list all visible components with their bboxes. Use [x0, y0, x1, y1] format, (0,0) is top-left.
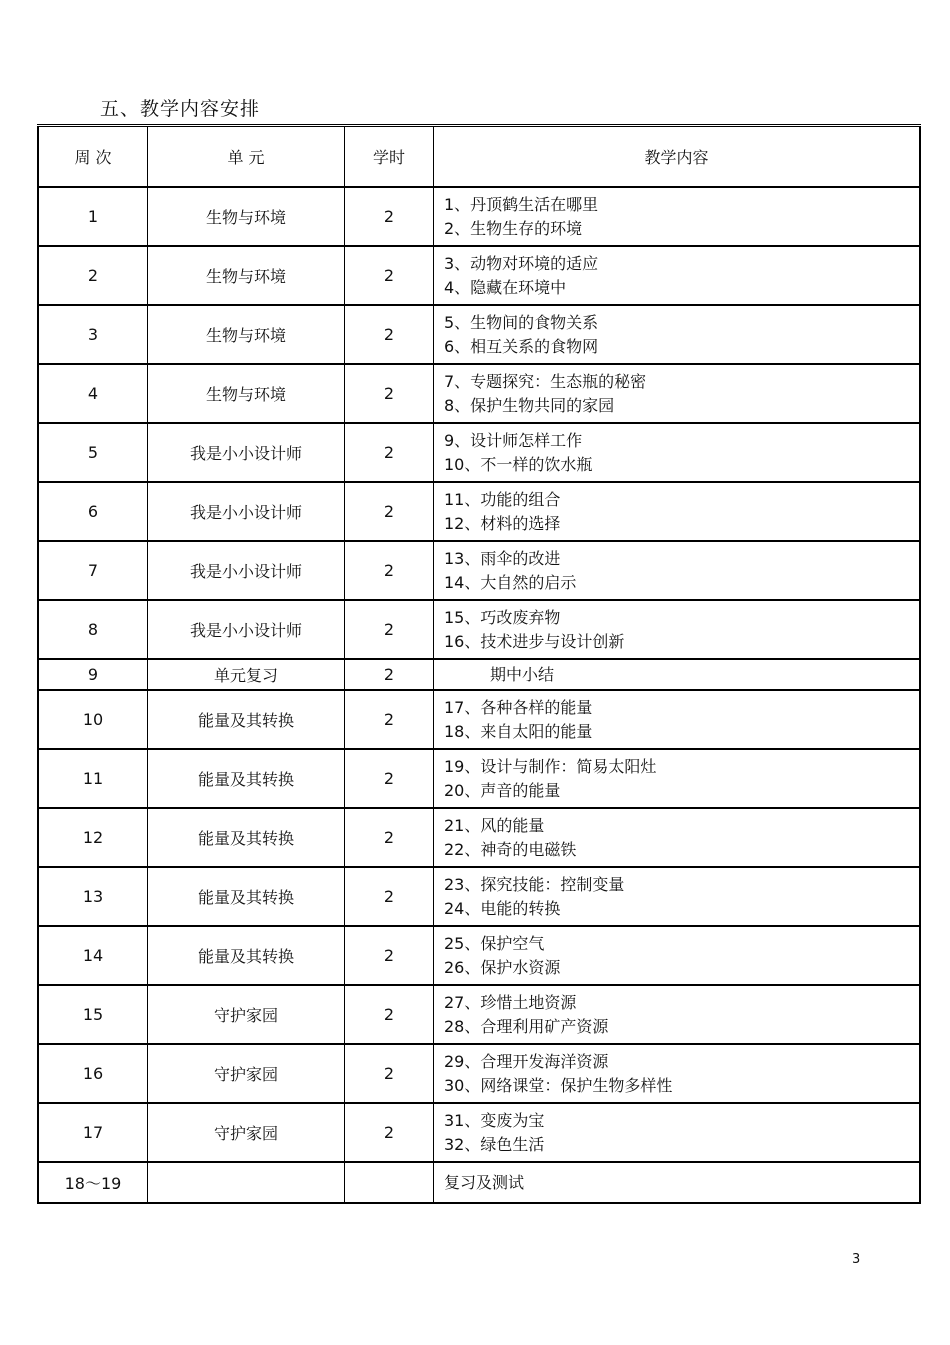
table-header-row	[38, 126, 920, 188]
week-cell: 3	[38, 305, 148, 364]
table-row	[38, 1044, 920, 1103]
content-line: 24、电能的转换	[444, 898, 561, 918]
header-hours: 学时	[345, 126, 434, 188]
week-cell: 1	[38, 187, 148, 246]
content-cell	[434, 659, 921, 690]
week-cell: 15	[38, 985, 148, 1044]
unit-cell: 能量及其转换	[148, 808, 345, 867]
table-row	[38, 482, 920, 541]
content-line: 21、风的能量	[444, 815, 545, 835]
table-row	[38, 867, 920, 926]
unit-cell: 能量及其转换	[148, 690, 345, 749]
hours-cell: 2	[345, 808, 434, 867]
page-number: 3	[852, 1252, 861, 1267]
table-row	[38, 1162, 920, 1203]
week-cell: 14	[38, 926, 148, 985]
content-line: 19、设计与制作：简易太阳灶	[444, 756, 657, 776]
content-line: 17、各种各样的能量	[444, 697, 593, 717]
hours-cell: 2	[345, 187, 434, 246]
hours-cell: 2	[345, 305, 434, 364]
content-cell	[434, 187, 921, 246]
content-line: 31、变废为宝	[444, 1110, 545, 1130]
content-cell	[434, 690, 921, 749]
table-row	[38, 808, 920, 867]
unit-cell: 我是小小设计师	[148, 482, 345, 541]
content-cell	[434, 600, 921, 659]
table-row	[38, 364, 920, 423]
content-line: 28、合理利用矿产资源	[444, 1016, 609, 1036]
content-cell	[434, 926, 921, 985]
table-row	[38, 749, 920, 808]
table-row	[38, 690, 920, 749]
content-line: 16、技术进步与设计创新	[444, 631, 625, 651]
content-cell	[434, 749, 921, 808]
content-cell	[434, 364, 921, 423]
content-line: 期中小结	[490, 664, 555, 684]
unit-cell: 我是小小设计师	[148, 541, 345, 600]
unit-cell: 我是小小设计师	[148, 423, 345, 482]
content-line: 32、绿色生活	[444, 1134, 545, 1154]
table-body	[38, 187, 920, 1203]
content-line: 12、材料的选择	[444, 513, 561, 533]
header-week: 周 次	[38, 126, 148, 188]
content-cell	[434, 867, 921, 926]
unit-cell: 生物与环境	[148, 246, 345, 305]
content-cell	[434, 482, 921, 541]
table-row	[38, 246, 920, 305]
hours-cell: 2	[345, 541, 434, 600]
content-cell	[434, 1044, 921, 1103]
week-cell: 7	[38, 541, 148, 600]
table-row	[38, 600, 920, 659]
week-cell: 5	[38, 423, 148, 482]
unit-cell: 能量及其转换	[148, 749, 345, 808]
hours-cell: 2	[345, 690, 434, 749]
table-row	[38, 1103, 920, 1162]
week-cell: 8	[38, 600, 148, 659]
hours-cell: 2	[345, 659, 434, 690]
hours-cell: 2	[345, 423, 434, 482]
hours-cell: 2	[345, 1103, 434, 1162]
week-cell: 4	[38, 364, 148, 423]
content-line: 14、大自然的启示	[444, 572, 577, 592]
content-line: 9、设计师怎样工作	[444, 430, 583, 450]
unit-cell: 我是小小设计师	[148, 600, 345, 659]
table-row	[38, 541, 920, 600]
unit-cell: 单元复习	[148, 659, 345, 690]
content-line: 8、保护生物共同的家园	[444, 395, 615, 415]
content-cell	[434, 541, 921, 600]
week-cell: 18～19	[38, 1162, 148, 1203]
content-line: 26、保护水资源	[444, 957, 561, 977]
content-line: 11、功能的组合	[444, 489, 561, 509]
table-row	[38, 926, 920, 985]
hours-cell: 2	[345, 364, 434, 423]
hours-cell: 2	[345, 1044, 434, 1103]
unit-cell: 生物与环境	[148, 187, 345, 246]
content-line: 27、珍惜土地资源	[444, 992, 577, 1012]
table-row	[38, 187, 920, 246]
content-line: 6、相互关系的食物网	[444, 336, 599, 356]
table-row	[38, 305, 920, 364]
content-cell	[434, 246, 921, 305]
header-unit: 单 元	[148, 126, 345, 188]
content-line: 18、来自太阳的能量	[444, 721, 593, 741]
unit-cell: 守护家园	[148, 1103, 345, 1162]
table-row	[38, 423, 920, 482]
content-cell	[434, 1103, 921, 1162]
content-line: 22、神奇的电磁铁	[444, 839, 577, 859]
header-content: 教学内容	[434, 126, 921, 188]
content-line: 15、巧改废弃物	[444, 607, 561, 627]
hours-cell	[345, 1162, 434, 1203]
week-cell: 6	[38, 482, 148, 541]
content-line: 13、雨伞的改进	[444, 548, 561, 568]
week-cell: 17	[38, 1103, 148, 1162]
content-line: 2、生物生存的环境	[444, 218, 583, 238]
unit-cell	[148, 1162, 345, 1203]
content-line: 3、动物对环境的适应	[444, 253, 599, 273]
week-cell: 2	[38, 246, 148, 305]
unit-cell: 守护家园	[148, 985, 345, 1044]
content-line: 30、网络课堂：保护生物多样性	[444, 1075, 673, 1095]
hours-cell: 2	[345, 600, 434, 659]
content-line: 复习及测试	[444, 1172, 525, 1192]
content-line: 7、专题探究：生态瓶的秘密	[444, 371, 647, 391]
unit-cell: 生物与环境	[148, 364, 345, 423]
table-row	[38, 659, 920, 690]
unit-cell: 生物与环境	[148, 305, 345, 364]
content-line: 1、丹顶鹤生活在哪里	[444, 194, 599, 214]
hours-cell: 2	[345, 482, 434, 541]
content-cell	[434, 305, 921, 364]
content-line: 20、声音的能量	[444, 780, 561, 800]
content-cell	[434, 985, 921, 1044]
content-line: 5、生物间的食物关系	[444, 312, 599, 332]
content-line: 10、不一样的饮水瓶	[444, 454, 593, 474]
content-cell	[434, 808, 921, 867]
hours-cell: 2	[345, 926, 434, 985]
section-title: 五、教学内容安排	[100, 98, 261, 120]
week-cell: 16	[38, 1044, 148, 1103]
hours-cell: 2	[345, 246, 434, 305]
content-line: 23、探究技能：控制变量	[444, 874, 625, 894]
hours-cell: 2	[345, 985, 434, 1044]
unit-cell: 能量及其转换	[148, 926, 345, 985]
content-line: 25、保护空气	[444, 933, 545, 953]
hours-cell: 2	[345, 867, 434, 926]
teaching-schedule-table	[37, 124, 921, 1204]
table-row	[38, 985, 920, 1044]
week-cell: 9	[38, 659, 148, 690]
week-cell: 12	[38, 808, 148, 867]
content-line: 4、隐藏在环境中	[444, 277, 567, 297]
content-cell	[434, 1162, 921, 1203]
unit-cell: 守护家园	[148, 1044, 345, 1103]
hours-cell: 2	[345, 749, 434, 808]
content-line: 29、合理开发海洋资源	[444, 1051, 609, 1071]
week-cell: 10	[38, 690, 148, 749]
week-cell: 13	[38, 867, 148, 926]
week-cell: 11	[38, 749, 148, 808]
content-cell	[434, 423, 921, 482]
unit-cell: 能量及其转换	[148, 867, 345, 926]
